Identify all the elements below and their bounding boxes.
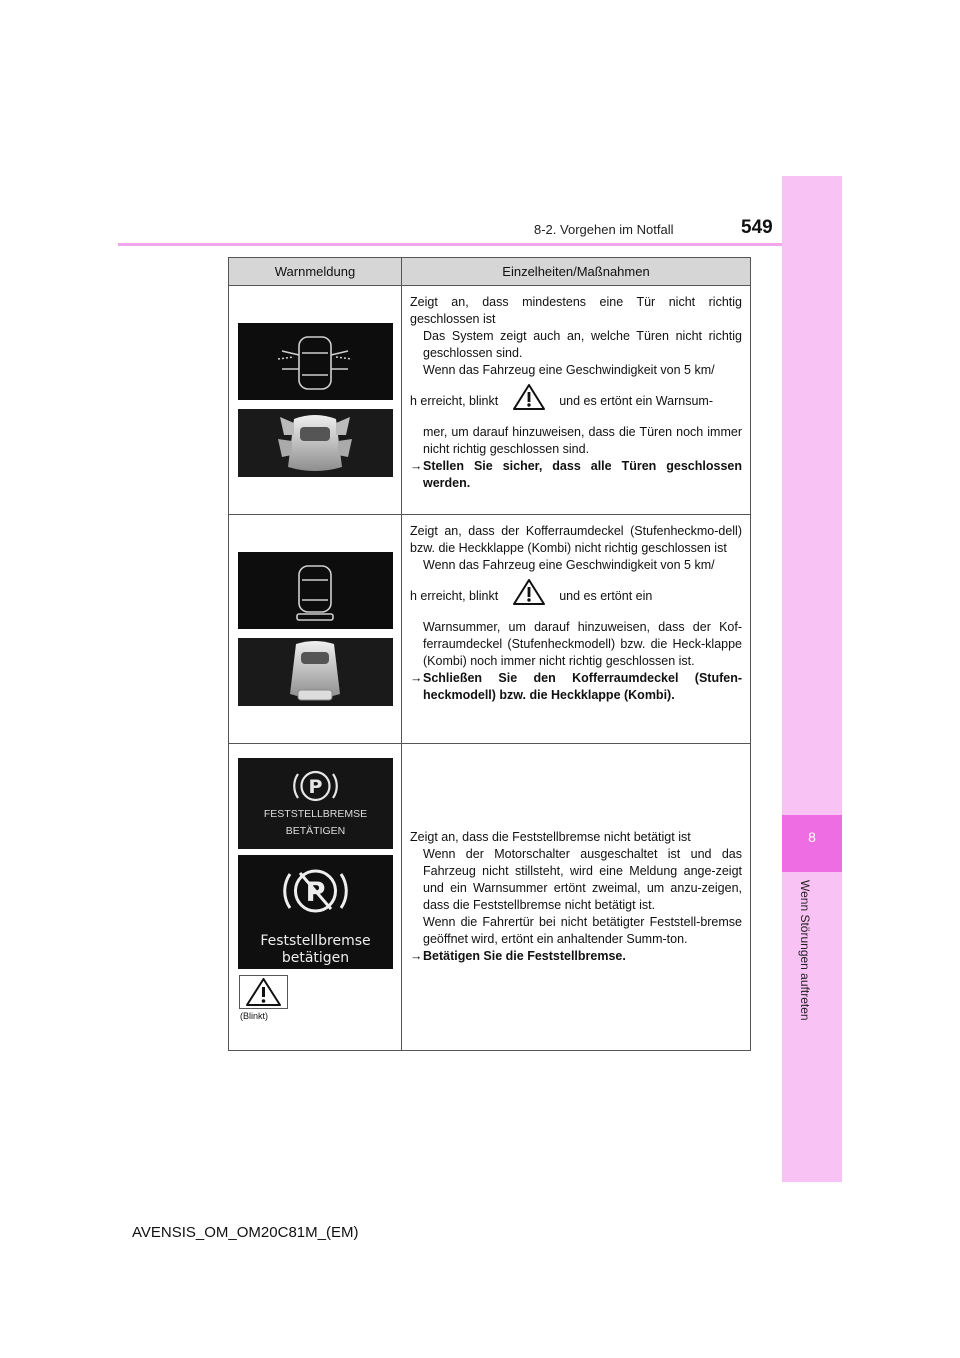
warning-triangle-icon — [512, 578, 546, 615]
blink-text-before: h erreicht, blinkt — [410, 588, 499, 603]
svg-text:P: P — [308, 776, 323, 798]
row-action-text: Betätigen Sie die Feststellbremse. — [423, 949, 626, 963]
row-detail: Wenn der Motorschalter ausgeschaltet ist und das Fahrzeug nicht stillsteht, wird eine Meldung ange-zeigt und ein Warnsummer ertönt zweimal, um anzu-zeigen, dass die Feststellbremse nicht betätigt ist. — [423, 847, 742, 912]
table-row — [229, 286, 751, 515]
table-row — [229, 744, 751, 1051]
row-action — [410, 670, 742, 704]
warning-triangle-icon — [512, 383, 546, 420]
chapter-title: Wenn Störungen auftreten — [798, 880, 812, 1021]
chapter-number-tab — [782, 815, 842, 872]
car-doors-open-image — [238, 409, 393, 477]
arrow-icon: → — [410, 459, 423, 473]
blink-text-after: und es ertönt ein — [559, 588, 653, 603]
warning-image-cell — [229, 744, 402, 1051]
page-number: 549 — [741, 217, 773, 238]
row-action — [410, 948, 742, 965]
row-description: Zeigt an, dass die Feststellbremse nicht betätigt ist — [410, 830, 691, 844]
blinking-warning-icon — [239, 975, 288, 1009]
header-rule — [118, 243, 782, 246]
blink-text-before: h erreicht, blinkt — [410, 393, 499, 408]
svg-text:P: P — [305, 877, 326, 908]
document-footer: AVENSIS_OM_OM20C81M_(EM) — [132, 1224, 359, 1241]
blink-line — [410, 574, 742, 619]
details-cell — [402, 515, 751, 744]
chapter-side-tab — [782, 176, 842, 1182]
row-detail: Wenn die Fahrertür bei nicht betätigter Feststell-bremse geöffnet wird, ertönt ein anhaltender Summ-ton. — [423, 915, 742, 946]
row-action-text: Stellen Sie sicher, dass alle Türen geschlossen werden. — [423, 459, 742, 490]
trunk-open-display-icon — [238, 552, 393, 629]
display-line-2: BETÄTIGEN — [285, 825, 346, 837]
row-detail: Warnsummer, um darauf hinzuweisen, dass der Kof-ferraumdeckel (Stufenheckmodell) bzw. die Heck-klappe (Kombi) noch immer nicht richtig geschlossen ist. — [423, 620, 742, 668]
arrow-icon: → — [410, 671, 423, 685]
display-line-1: FESTSTELLBREMSE — [263, 808, 368, 820]
row-detail: Das System zeigt auch an, welche Türen nicht richtig geschlossen sind. — [423, 329, 742, 360]
parking-brake-display — [238, 758, 393, 849]
parking-brake-display-alt-text — [238, 933, 393, 967]
arrow-icon: → — [410, 949, 423, 963]
chapter-number: 8 — [808, 829, 816, 845]
blink-label: (Blinkt) — [240, 1011, 269, 1021]
row-action-text: Schließen Sie den Kofferraumdeckel (Stufen-heckmodell) bzw. die Heckklappe (Kombi). — [423, 671, 742, 702]
row-detail: Wenn das Fahrzeug eine Geschwindigkeit von 5 km/ — [423, 558, 715, 572]
row-detail: Wenn das Fahrzeug eine Geschwindigkeit von 5 km/ — [423, 363, 715, 377]
warning-table — [228, 257, 751, 1051]
row-description: Zeigt an, dass der Kofferraumdeckel (Stufenheckmo-dell) bzw. die Heckklappe (Kombi) nicht richtig geschlossen ist — [410, 524, 742, 555]
row-detail: mer, um darauf hinzuweisen, dass die Türen noch immer nicht richtig geschlossen sind. — [423, 425, 742, 456]
col-header-details: Einzelheiten/Maßnahmen — [402, 258, 751, 286]
warning-image-cell — [229, 515, 402, 744]
display-alt-line-1: Feststellbremse — [260, 933, 371, 949]
row-action — [410, 458, 742, 492]
warning-image-cell — [229, 286, 402, 515]
blink-line — [410, 379, 742, 424]
car-trunk-open-image — [238, 638, 393, 706]
blink-text-after: und es ertönt ein Warnsum- — [559, 393, 713, 408]
parking-brake-display-alt — [238, 855, 393, 969]
section-title: 8-2. Vorgehen im Notfall — [534, 222, 674, 237]
display-alt-line-2: betätigen — [281, 950, 350, 966]
door-open-display-icon — [238, 323, 393, 400]
details-cell — [402, 744, 751, 1051]
details-cell — [402, 286, 751, 515]
row-description: Zeigt an, dass mindestens eine Tür nicht richtig geschlossen ist — [410, 295, 742, 326]
table-row — [229, 515, 751, 744]
col-header-warning: Warnmeldung — [229, 258, 402, 286]
parking-brake-display-text — [238, 806, 393, 840]
